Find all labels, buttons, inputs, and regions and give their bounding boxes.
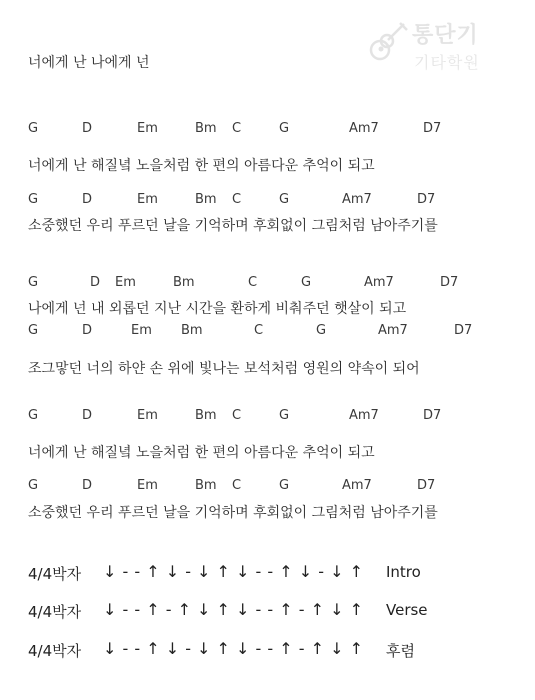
strum-row-chorus (0, 640, 535, 664)
chord: Am7 (342, 478, 372, 493)
chord: Am7 (378, 323, 408, 338)
strum-section: 후렴 (386, 642, 415, 660)
chord: D (82, 323, 93, 338)
strum-section: Verse (386, 601, 428, 619)
strum-meter: 4/4박자 (28, 603, 82, 621)
strum-pattern: ↓ - - ↑ ↓ - ↓ ↑ ↓ - - ↑ - ↑ ↓ ↑ (103, 639, 364, 658)
chord: D7 (417, 478, 436, 493)
chord: D7 (423, 408, 442, 423)
chord: D7 (440, 275, 459, 290)
lyric-line: 너에게 난 해질녘 노을처럼 한 편의 아름다운 추억이 되고 (28, 445, 375, 461)
chord: D (82, 192, 93, 207)
chord: Am7 (349, 121, 379, 136)
chord: Am7 (349, 408, 379, 423)
logo-title: 통단기 (412, 23, 479, 48)
chord: G (279, 478, 290, 493)
chord: Em (137, 192, 158, 207)
chord: G (279, 121, 290, 136)
strum-pattern: ↓ - - ↑ - ↑ ↓ ↑ ↓ - - ↑ - ↑ ↓ ↑ (103, 600, 364, 619)
chord: G (28, 121, 39, 136)
strum-row-intro (0, 563, 535, 587)
chord-line (0, 275, 535, 295)
chord: Am7 (342, 192, 372, 207)
chord: D (82, 408, 93, 423)
academy-logo (368, 16, 488, 96)
chord: Bm (195, 192, 217, 207)
chord: Bm (173, 275, 195, 290)
chord: G (279, 408, 290, 423)
chord: Bm (195, 408, 217, 423)
chord: D7 (454, 323, 473, 338)
chord: Em (137, 408, 158, 423)
chord: G (28, 275, 39, 290)
chord: Am7 (364, 275, 394, 290)
chord: Bm (181, 323, 203, 338)
chord: Em (137, 121, 158, 136)
song-title-line: 너에게 난 나에게 넌 (28, 55, 150, 71)
chord-line (0, 192, 535, 212)
chord: D (90, 275, 101, 290)
chord: G (316, 323, 327, 338)
chord: Em (131, 323, 152, 338)
chord: C (248, 275, 258, 290)
chord: C (232, 192, 242, 207)
chord: D (82, 478, 93, 493)
chord: Em (115, 275, 136, 290)
lyric-line: 소중했던 우리 푸르던 날을 기억하며 후회없이 그림처럼 남아주기를 (28, 505, 438, 521)
guitar-icon (368, 20, 412, 64)
strum-row-verse (0, 601, 535, 625)
chord: Bm (195, 121, 217, 136)
lyric-line: 너에게 난 해질녘 노을처럼 한 편의 아름다운 추억이 되고 (28, 158, 375, 174)
chord: C (232, 478, 242, 493)
lyric-line: 나에게 넌 내 외롭던 지난 시간을 환하게 비춰주던 햇살이 되고 (28, 301, 407, 317)
strum-pattern: ↓ - - ↑ ↓ - ↓ ↑ ↓ - - ↑ ↓ - ↓ ↑ (103, 562, 364, 581)
strum-section: Intro (386, 563, 421, 581)
chord: G (301, 275, 312, 290)
chord: D7 (423, 121, 442, 136)
chord-line (0, 323, 535, 343)
logo-subtitle: 기타학원 (414, 53, 480, 72)
chord-line (0, 121, 535, 141)
lyric-line: 조그맣던 너의 하얀 손 위에 빛나는 보석처럼 영원의 약속이 되어 (28, 361, 420, 377)
chord: Bm (195, 478, 217, 493)
strum-meter: 4/4박자 (28, 642, 82, 660)
chord: G (28, 192, 39, 207)
chord-line (0, 408, 535, 428)
chord-line (0, 478, 535, 498)
chord: C (232, 121, 242, 136)
chord: G (28, 323, 39, 338)
chord: G (28, 478, 39, 493)
strum-meter: 4/4박자 (28, 565, 82, 583)
chord: G (279, 192, 290, 207)
lyric-line: 소중했던 우리 푸르던 날을 기억하며 후회없이 그림처럼 남아주기를 (28, 218, 438, 234)
chord: D7 (417, 192, 436, 207)
chord: G (28, 408, 39, 423)
chord: D (82, 121, 93, 136)
chord: Em (137, 478, 158, 493)
chord: C (254, 323, 264, 338)
chord: C (232, 408, 242, 423)
